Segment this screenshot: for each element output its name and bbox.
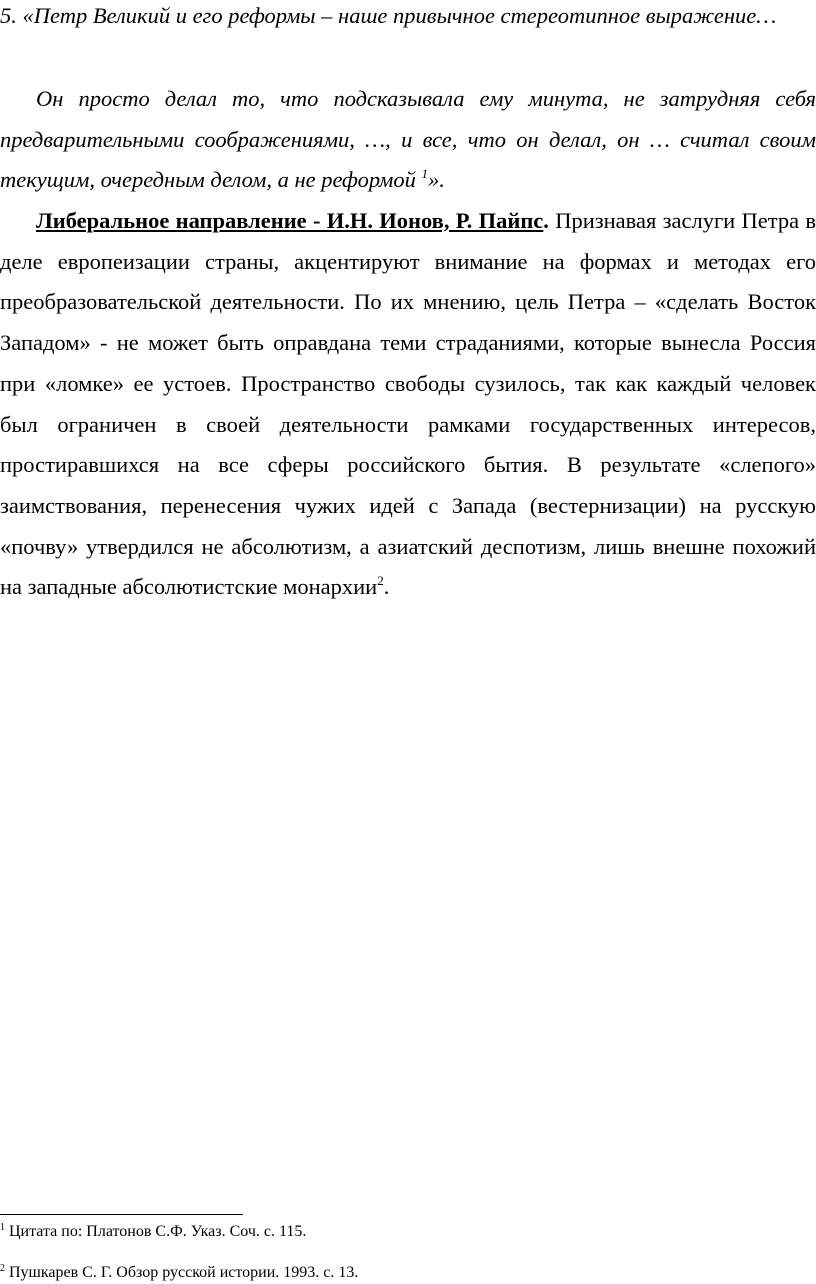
- liberal-heading: Либеральное направление - И.Н. Ионов, Р. Пайпс: [36, 208, 544, 233]
- footnote-2-text: Пушкарев С. Г. Обзор русской истории. 1993. с. 13.: [5, 1264, 359, 1281]
- liberal-heading-period: .: [543, 208, 549, 233]
- liberal-closing: .: [383, 574, 390, 600]
- liberal-body-text: Признавая заслуги Петра в деле европеизации страны, акцентируют внимание на формах и методах его преобразовательской деятельности. По их мнению, цель Петра – «сделать Восток Западом» - не может быть оправдана теми страданиями, которые вынесла Россия при «ломке» ее устоев. Пространство свободы сузилось, так как каждый человек был ограничен в своей деятельности рамками государственных интересов, простиравшихся на все сферы российского бытия. В результате «слепого» заимствования, перенесения чужих идей с Запада (вестернизации) на русскую «почву» утвердился не абсолютизм, а азиатский деспотизм, лишь внешне похожий на западные абсолютистские монархии: [0, 208, 816, 600]
- footnote-2-number: 2: [0, 1263, 5, 1274]
- quote-body: [0, 79, 816, 201]
- footnote-ref-1: 1: [421, 166, 428, 182]
- footnote-2: [0, 1263, 358, 1283]
- footnote-separator: [0, 1214, 243, 1215]
- liberal-paragraph: [0, 201, 816, 608]
- footnote-1-number: 1: [0, 1222, 5, 1233]
- quote-body-text: Он просто делал то, что подсказывала ему минута, не затрудняя себя предварительными соображениями, …, и все, что он делал, он … считал своим текущим, очередным делом, а не реформой: [0, 86, 816, 193]
- footnote-ref-2: 2: [377, 573, 384, 589]
- quote-closing: ».: [427, 167, 445, 193]
- quote-intro: [0, 0, 816, 37]
- footnote-1: [0, 1222, 306, 1242]
- footnote-1-text: Цитата по: Платонов С.Ф. Указ. Соч. с. 115.: [5, 1223, 307, 1240]
- quote-intro-text: 5. «Петр Великий и его реформы – наше привычное стереотипное выражение…: [0, 3, 777, 28]
